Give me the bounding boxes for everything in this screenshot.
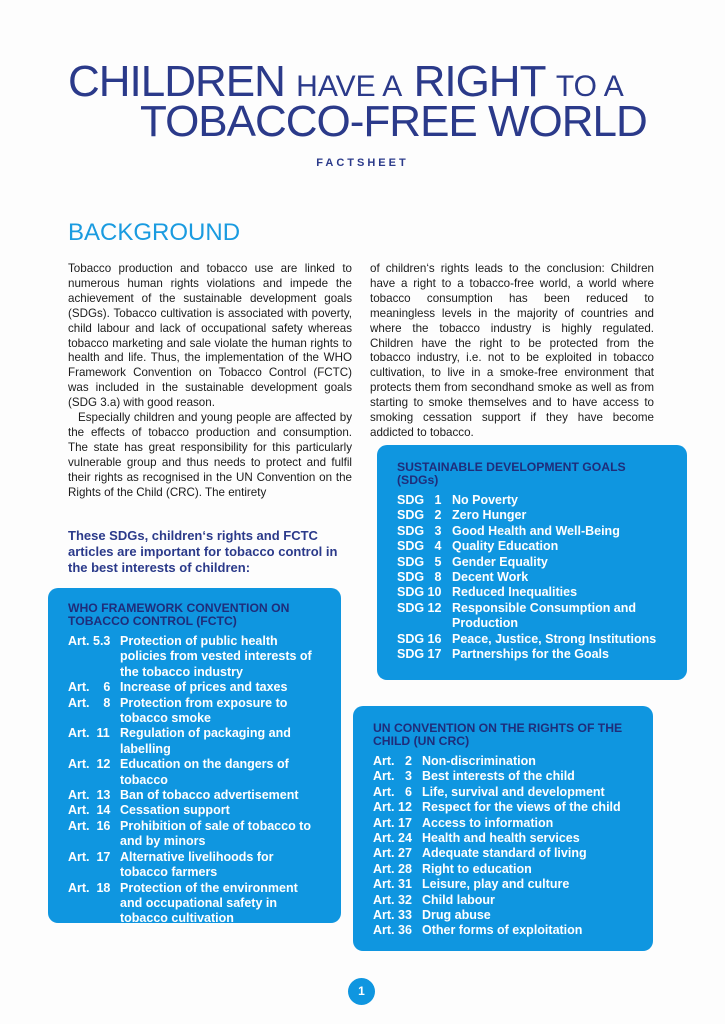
crc-box-heading: UN CONVENTION ON THE RIGHTS OF THE CHILD (UN CRC) bbox=[373, 721, 623, 748]
crc-item bbox=[373, 785, 633, 800]
title-word-have-a: HAVE A bbox=[296, 70, 403, 103]
crc-item-key: Art. 33 bbox=[373, 908, 412, 923]
sdg-item-label: Gender Equality bbox=[452, 554, 548, 569]
sdg-item-key: SDG 10 bbox=[397, 585, 442, 600]
crc-item bbox=[373, 754, 633, 769]
fctc-item bbox=[68, 634, 321, 680]
crc-box bbox=[353, 706, 653, 951]
crc-item-label: Other forms of exploitation bbox=[422, 923, 583, 938]
fctc-item-label: Protection of the environment and occupational safety in tobacco cultivation bbox=[120, 880, 298, 926]
crc-item bbox=[373, 908, 633, 923]
sdg-item-key: SDG 16 bbox=[397, 631, 442, 646]
crc-item-label: Access to information bbox=[422, 815, 554, 830]
fctc-item bbox=[68, 757, 321, 788]
sdg-item bbox=[397, 601, 667, 632]
fctc-item-key: Art. 16 bbox=[68, 818, 111, 833]
fctc-list bbox=[68, 634, 321, 927]
crc-item-key: Art. 17 bbox=[373, 815, 412, 830]
sdg-item-key: SDG 5 bbox=[397, 554, 442, 569]
crc-item-label: Right to education bbox=[422, 861, 532, 876]
sdg-item-key: SDG 1 bbox=[397, 493, 442, 507]
title-word-to-a: TO A bbox=[555, 70, 624, 103]
crc-item bbox=[373, 877, 633, 892]
sdg-item-label: Reduced Inequalities bbox=[452, 585, 578, 600]
background-paragraph-2: Especially children and young people are affected by the effects of tobacco production and consumption. The state has great responsibility for this particularly vulnerable group and thus needs to protect and fulfil their rights as recognised in the UN Convention on the Rights of the Child (CRC). The entirety bbox=[68, 411, 352, 499]
crc-list bbox=[373, 754, 633, 939]
sdg-item bbox=[397, 585, 667, 600]
crc-item-key: Art. 36 bbox=[373, 923, 412, 938]
fctc-item-key: Art. 12 bbox=[68, 757, 111, 772]
fctc-item-key: Art. 8 bbox=[68, 695, 111, 710]
title-word-children: CHILDREN bbox=[68, 57, 285, 106]
sdg-item-label: Decent Work bbox=[452, 570, 529, 585]
crc-item-label: Life, survival and development bbox=[422, 784, 605, 799]
sdg-item bbox=[397, 647, 667, 662]
fctc-item bbox=[68, 850, 321, 881]
sdg-item-label: No Poverty bbox=[452, 493, 518, 507]
crc-item-label: Health and health services bbox=[422, 831, 580, 846]
sdg-item bbox=[397, 632, 667, 647]
sdg-item-label: Responsible Consumption and Production bbox=[452, 600, 637, 631]
crc-item-label: Leisure, play and culture bbox=[422, 877, 570, 892]
sdg-item-key: SDG 3 bbox=[397, 523, 442, 538]
fctc-box bbox=[48, 588, 341, 926]
fctc-item-key: Art. 11 bbox=[68, 726, 110, 741]
fctc-item bbox=[68, 726, 321, 757]
fctc-item-key: Art. 13 bbox=[68, 788, 111, 803]
crc-item-key: Art. 12 bbox=[373, 800, 412, 815]
sdg-item bbox=[397, 570, 667, 585]
sdg-item bbox=[397, 493, 667, 508]
fctc-item-key: Art. 5.3 bbox=[68, 634, 111, 648]
crc-item bbox=[373, 923, 633, 938]
fctc-item-label: Ban of tobacco advertisement bbox=[120, 788, 299, 803]
crc-item-label: Drug abuse bbox=[422, 908, 491, 923]
sdg-box-heading: SUSTAINABLE DEVELOPMENT GOALS (SDGs) bbox=[397, 460, 626, 487]
fctc-item bbox=[68, 881, 321, 927]
crc-item bbox=[373, 862, 633, 877]
crc-item bbox=[373, 831, 633, 846]
fctc-item bbox=[68, 803, 321, 818]
background-column-1 bbox=[68, 262, 352, 501]
sdg-item bbox=[397, 524, 667, 539]
page-number: 1 bbox=[348, 978, 375, 1005]
fctc-item-label: Protection of public health policies from vested interests of the tobacco industry bbox=[120, 634, 312, 679]
sdg-item-label: Peace, Justice, Strong Institutions bbox=[452, 631, 657, 646]
crc-item-key: Art. 31 bbox=[373, 877, 412, 892]
fctc-item bbox=[68, 788, 321, 803]
crc-item bbox=[373, 800, 633, 815]
crc-item-key: Art. 24 bbox=[373, 831, 412, 846]
sdg-item-key: SDG 2 bbox=[397, 508, 442, 523]
crc-item-key: Art. 27 bbox=[373, 846, 412, 861]
fctc-item-key: Art. 14 bbox=[68, 803, 111, 818]
sdg-item bbox=[397, 555, 667, 570]
crc-item bbox=[373, 816, 633, 831]
crc-item bbox=[373, 893, 633, 908]
crc-item-label: Respect for the views of the child bbox=[422, 800, 621, 815]
fctc-item-key: Art. 18 bbox=[68, 880, 111, 895]
crc-item-label: Child labour bbox=[422, 892, 495, 907]
crc-item bbox=[373, 846, 633, 861]
crc-item-label: Non-discrimination bbox=[422, 754, 536, 768]
crc-item-key: Art. 6 bbox=[373, 784, 412, 799]
background-paragraph-1: Tobacco production and tobacco use are linked to numerous human rights violations and impede the achievement of the sustainable development goals (SDGs). Tobacco cultivation is associated with poverty, child labour and lack of occupational safety whereas tobacco marketing and sale violate the human rights to health and life. Thus, the implementation of the WHO Framework Convention on Tobacco Control (FCTC) was included in the sustainable development goals (SDG 3.a) with good reason. bbox=[68, 262, 352, 410]
crc-item-key: Art. 28 bbox=[373, 861, 412, 876]
fctc-item bbox=[68, 696, 321, 727]
crc-item-key: Art. 2 bbox=[373, 754, 412, 768]
title-word-right: RIGHT bbox=[413, 57, 545, 106]
fctc-item-key: Art. 6 bbox=[68, 680, 111, 695]
crc-item-label: Adequate standard of living bbox=[422, 846, 587, 861]
sdg-item-key: SDG 12 bbox=[397, 600, 442, 615]
sdg-list bbox=[397, 493, 667, 662]
sdg-item-key: SDG 8 bbox=[397, 570, 442, 585]
crc-item-key: Art. 3 bbox=[373, 769, 412, 784]
background-heading: BACKGROUND bbox=[68, 219, 241, 246]
sdg-item-label: Zero Hunger bbox=[452, 508, 527, 523]
crc-item-key: Art. 32 bbox=[373, 892, 412, 907]
fctc-item bbox=[68, 819, 321, 850]
fctc-item-key: Art. 17 bbox=[68, 849, 111, 864]
fctc-item-label: Cessation support bbox=[120, 803, 230, 818]
fctc-item-label: Protection from exposure to tobacco smoke bbox=[120, 695, 288, 726]
sdg-item-key: SDG 4 bbox=[397, 539, 442, 554]
fctc-item bbox=[68, 680, 321, 695]
sdg-item-key: SDG 17 bbox=[397, 647, 442, 662]
crc-item bbox=[373, 769, 633, 784]
fctc-item-label: Prohibition of sale of tobacco to and by minors bbox=[120, 818, 311, 849]
fctc-item-label: Regulation of packaging and labelling bbox=[120, 726, 291, 756]
sdg-item-label: Partnerships for the Goals bbox=[452, 647, 609, 662]
sdg-item-label: Quality Education bbox=[452, 539, 559, 554]
crc-item-label: Best interests of the child bbox=[422, 769, 575, 784]
fctc-item-label: Increase of prices and taxes bbox=[120, 680, 288, 695]
page-title-line-2: TOBACCO-FREE WORLD bbox=[140, 97, 647, 146]
background-paragraph-3: of children‘s rights leads to the conclusion: Children have a right to a tobacco-free world, a world where tobacco consumption has been reduced to meaningless levels in the majority of countries and where the tobacco industry is highly regulated. Children have the right to be protected from the tobacco industry, i.e. not to be exploited in tobacco cultivation, to live in a smoke-free environment that protects them from secondhand smoke as well as from starting to smoke themselves and to have access to smoking cessation support if they have become addicted to tobacco. bbox=[370, 262, 654, 439]
factsheet-label: FACTSHEET bbox=[316, 157, 409, 169]
fctc-item-label: Alternative livelihoods for tobacco farmers bbox=[120, 849, 274, 880]
background-column-2 bbox=[370, 262, 654, 441]
sdg-item-label: Good Health and Well-Being bbox=[452, 523, 620, 538]
fctc-box-heading: WHO FRAMEWORK CONVENTION ON TOBACCO CONTROL (FCTC) bbox=[68, 601, 290, 628]
sdg-item bbox=[397, 508, 667, 523]
sdg-item bbox=[397, 539, 667, 554]
sdg-box bbox=[377, 445, 687, 680]
fctc-item-label: Education on the dangers of tobacco bbox=[120, 757, 289, 787]
highlight-statement: These SDGs, children‘s rights and FCTC articles are important for tobacco control in the best interests of children: bbox=[68, 528, 338, 575]
